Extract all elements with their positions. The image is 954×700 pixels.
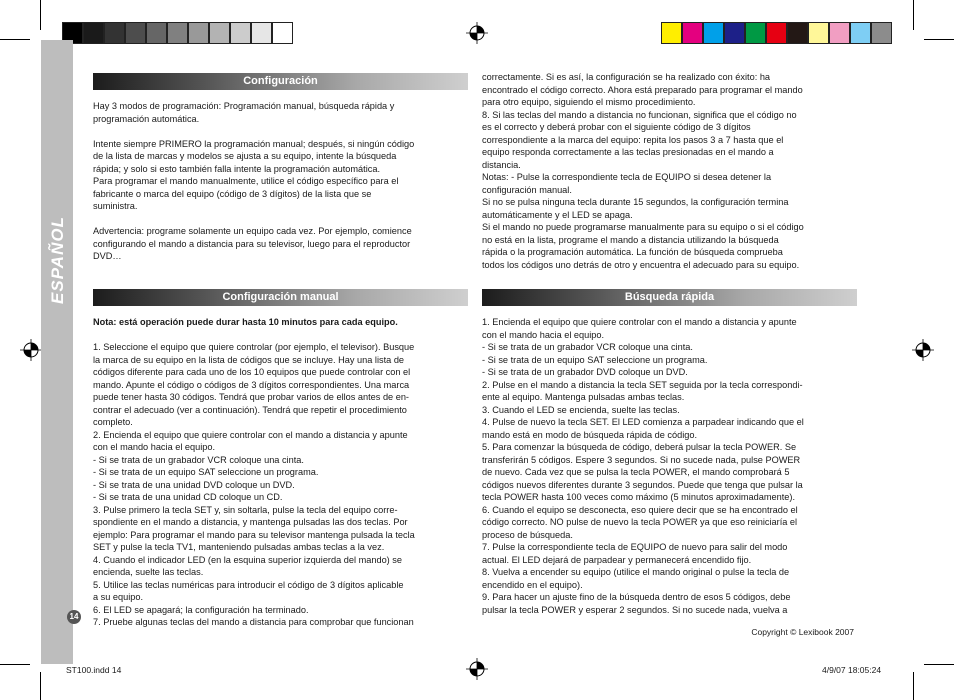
text-line: 1. Seleccione el equipo que quiere controlar (por ejemplo, el televisor). Busque xyxy=(93,342,415,352)
color-swatch xyxy=(188,22,209,44)
color-swatch xyxy=(745,22,766,44)
text-line: DVD… xyxy=(93,251,122,261)
crop-mark xyxy=(40,0,41,30)
crop-mark xyxy=(924,39,954,40)
text-line: con el mando hacia el equipo. xyxy=(482,329,605,340)
text-line xyxy=(93,329,473,342)
text-line: completo. xyxy=(93,417,133,427)
text-line: no está en la lista, programe el mando a distancia utilizando la búsqueda xyxy=(482,234,779,245)
text-line: de nuevo. Cada vez que se pulsa la tecla POWER, el mando comprobará 5 xyxy=(482,467,790,477)
text-line: - Si se trata de una unidad DVD coloque un DVD. xyxy=(93,479,295,490)
text-line: programación automática. xyxy=(93,113,200,124)
text-line: a su equipo. xyxy=(93,592,144,602)
text-line: 2. Encienda el equipo que quiere controlar con el mando a distancia y apunte xyxy=(93,429,408,440)
text-line: todos los códigos uno detrás de otro y encuentra el adecuado para su equipo. xyxy=(482,259,800,270)
registration-target-icon xyxy=(20,339,42,361)
text-line: SET y pulse la tecla TV1, manteniendo pulsadas ambas teclas a la vez. xyxy=(93,542,385,552)
text-line: de la lista de marcas y modelos se ajusta a su equipo, intente la búsqueda xyxy=(93,151,397,161)
text-line: encienda, suelte las teclas. xyxy=(93,567,204,577)
text-line: 8. Vuelva a encender su equipo (utilice el mando original o pulse la tecla de xyxy=(482,567,790,577)
text-line: Para programar el mando manualmente, utilice el código específico para el xyxy=(93,176,399,186)
color-swatch xyxy=(167,22,188,44)
text-line: pulsar la tecla POWER y esperar 2 segundos. Si no sucede nada, vuelva a xyxy=(482,604,788,615)
text-line: 6. Cuando el equipo se desconecta, eso quiere decir que se ha encontrado el xyxy=(482,504,798,515)
color-swatch xyxy=(251,22,272,44)
text-line: actual. El LED dejará de parpadear y permanecerá encendido fijo. xyxy=(482,554,752,565)
text-line: mando. Apunte el código o códigos de 3 dígitos correspondientes. Una marca xyxy=(93,379,410,390)
color-swatch xyxy=(661,22,682,44)
crop-mark xyxy=(0,39,30,40)
text-line: configuración manual. xyxy=(482,184,572,195)
text-line: 4. Cuando el indicador LED (en la esquina superior izquierda del mando) se xyxy=(93,554,402,565)
section-header-configuracion-manual: Configuración manual xyxy=(93,289,468,306)
text-line: 5. Utilice las teclas numéricas para introducir el código de 3 dígitos aplicable xyxy=(93,579,404,590)
crop-mark xyxy=(913,672,914,700)
file-slug: ST100.indd 14 xyxy=(66,665,122,675)
crop-mark xyxy=(0,664,30,665)
text-line: - Si se trata de un grabador VCR coloque una cinta. xyxy=(93,454,304,465)
text-line: - Si se trata de un grabador VCR coloque una cinta. xyxy=(482,342,693,352)
text-line: 7. Pulse la correspondiente tecla de EQUIPO de nuevo para salir del modo xyxy=(482,542,788,552)
text-line: - Si se trata de un grabador DVD coloque un DVD. xyxy=(482,367,688,377)
manual-setup-note: Nota: está operación puede durar hasta 10 minutos para cada equipo. xyxy=(93,317,398,327)
timestamp-slug: 4/9/07 18:05:24 xyxy=(822,665,882,675)
text-line: - Si se trata de un equipo SAT seleccione un programa. xyxy=(482,354,708,365)
text-line: contrar el adecuado (ver a continuación). Tendrá que repetir el procedimiento xyxy=(93,404,407,415)
text-line: correctamente. Si es así, la configuración se ha realizado con éxito: ha xyxy=(482,72,771,82)
text-line: Hay 3 modos de programación: Programación manual, búsqueda rápida y xyxy=(93,101,395,111)
color-swatch xyxy=(829,22,850,44)
text-line: 4. Pulse de nuevo la tecla SET. El LED comienza a parpadear indicando que el xyxy=(482,417,804,427)
text-line: rápida o la programación automática. La función de búsqueda comprueba xyxy=(482,247,783,257)
section-header-configuracion: Configuración xyxy=(93,73,468,90)
text-line: 1. Encienda el equipo que quiere controlar con el mando a distancia y apunte xyxy=(482,317,797,327)
text-line: con el mando hacia el equipo. xyxy=(93,442,216,452)
copyright-notice: Copyright © Lexibook 2007 xyxy=(751,627,854,637)
crop-mark xyxy=(40,672,41,700)
text-line xyxy=(93,125,473,138)
text-line: puede tener hasta 30 códigos. Tendrá que probar varios de ellos antes de en- xyxy=(93,392,409,402)
text-line: 9. Para hacer un ajuste fino de la búsqueda dentro de esos 5 códigos, debe xyxy=(482,592,791,602)
text-line: 5. Para comenzar la búsqueda de código, deberá pulsar la tecla POWER. Se xyxy=(482,442,797,452)
text-line: correspondiente a la marca del equipo: repita los pasos 3 a 7 hasta que el xyxy=(482,134,784,145)
color-swatch xyxy=(871,22,892,44)
registration-target-icon xyxy=(466,22,488,44)
color-swatch xyxy=(146,22,167,44)
busqueda-rapida-text xyxy=(482,316,862,616)
text-line: 8. Si las teclas del mando a distancia no funcionan, significa que el código no xyxy=(482,109,797,120)
text-line: proceso de búsqueda. xyxy=(482,529,573,540)
color-swatch xyxy=(682,22,703,44)
crop-mark xyxy=(924,664,954,665)
text-line: - Si se trata de una unidad CD coloque un CD. xyxy=(93,492,283,502)
crop-mark xyxy=(913,0,914,30)
color-swatch xyxy=(808,22,829,44)
text-line: 7. Pruebe algunas teclas del mando a distancia para comprobar que funcionan xyxy=(93,617,414,627)
text-line: ente al equipo. Mantenga pulsadas ambas teclas. xyxy=(482,392,685,402)
text-line: 3. Pulse primero la tecla SET y, sin soltarla, pulse la tecla del equipo corre- xyxy=(93,504,398,515)
text-line: es el correcto y deberá probar con el siguiente código de 3 dígitos xyxy=(482,122,751,132)
text-line: encontrado el código correcto. Ahora está preparado para programar el mando xyxy=(482,84,803,95)
configuracion-text xyxy=(93,100,473,263)
color-swatch xyxy=(83,22,104,44)
color-swatch xyxy=(125,22,146,44)
color-swatch xyxy=(703,22,724,44)
text-line: Advertencia: programe solamente un equipo cada vez. Por ejemplo, comience xyxy=(93,226,412,236)
configuracion-manual-text xyxy=(93,316,473,629)
text-line: suministra. xyxy=(93,201,138,211)
text-line: códigos nuevos diferentes durante 3 segundos. Puede que tenga que pulsar la xyxy=(482,479,803,490)
language-label: ESPAÑOL xyxy=(48,216,67,304)
text-line: la marca de su equipo en la lista de códigos que se incluye. Hay una lista de xyxy=(93,354,405,365)
text-line: 3. Cuando el LED se encienda, suelte las teclas. xyxy=(482,404,680,415)
text-line: spondiente en el mando a distancia, y mantenga pulsadas las dos teclas. Por xyxy=(93,517,408,527)
color-swatch xyxy=(272,22,293,44)
text-line: para otro equipo, siguiendo el mismo procedimiento. xyxy=(482,97,696,107)
text-line: ejemplo: Para programar el mando para su televisor mantenga pulsada la tecla xyxy=(93,529,415,540)
text-line: - Si se trata de un equipo SAT seleccione un programa. xyxy=(93,467,319,477)
registration-target-icon xyxy=(912,339,934,361)
color-swatch xyxy=(787,22,808,44)
text-line: tecla POWER hasta 100 veces como máximo (5 minutos aproximadamente). xyxy=(482,492,796,502)
text-line: encendido en el equipo). xyxy=(482,579,583,590)
side-tab-strip xyxy=(41,40,73,664)
text-line: distancia. xyxy=(482,159,521,170)
text-line: códigos diferente para cada uno de los 10 equipos que puede controlar con el xyxy=(93,367,411,377)
text-line: configurando el mando a distancia para su televisor, luego para el reproductor xyxy=(93,238,411,249)
text-line: mando está en modo de búsqueda rápida de código. xyxy=(482,429,698,440)
text-line: fabricante o marca del equipo (código de 3 dígitos) de la lista que se xyxy=(93,188,372,199)
text-line: equipo responda correctamente a las teclas presionadas en el mando a xyxy=(482,147,774,157)
color-swatch xyxy=(724,22,745,44)
text-line: Si no se pulsa ninguna tecla durante 15 segundos, la configuración termina xyxy=(482,197,789,207)
text-line: 6. El LED se apagará; la configuración ha terminado. xyxy=(93,604,309,615)
text-line: Notas: - Pulse la correspondiente tecla de EQUIPO si desea detener la xyxy=(482,172,772,182)
registration-target-icon xyxy=(466,658,488,680)
color-swatch xyxy=(766,22,787,44)
text-line: automáticamente y el LED se apaga. xyxy=(482,209,633,220)
text-line: código correcto. NO pulse de nuevo la tecla POWER ya que eso reiniciaría el xyxy=(482,517,798,527)
page-number-badge: 14 xyxy=(67,610,81,624)
text-line: transferirán 5 códigos. Espere 3 segundos. Si no sucede nada, pulse POWER xyxy=(482,454,801,465)
right-column-text xyxy=(482,71,862,271)
text-line: rápida; y solo si esto también falla intente la programación automática. xyxy=(93,163,381,174)
text-line xyxy=(93,213,473,226)
color-swatch xyxy=(850,22,871,44)
text-line: Si el mando no puede programarse manualmente para su equipo o si el código xyxy=(482,222,804,232)
color-swatch xyxy=(209,22,230,44)
color-swatch xyxy=(230,22,251,44)
color-swatch xyxy=(104,22,125,44)
text-line: 2. Pulse en el mando a distancia la tecla SET seguida por la tecla correspondi- xyxy=(482,379,803,390)
text-line: Intente siempre PRIMERO la programación manual; después, si ningún código xyxy=(93,138,415,149)
section-header-busqueda-rapida: Búsqueda rápida xyxy=(482,289,857,306)
